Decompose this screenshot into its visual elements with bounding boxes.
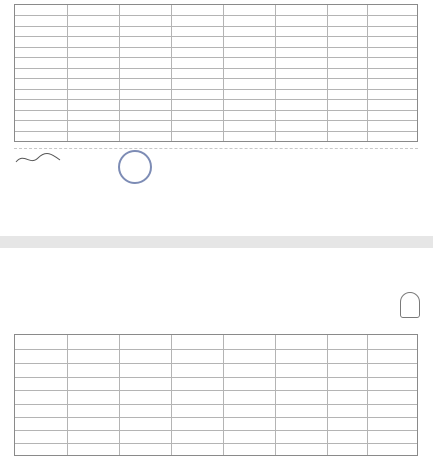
document-page-bottom	[0, 248, 433, 470]
page-separator	[0, 236, 433, 248]
exam-schedule-table	[14, 4, 418, 142]
signature	[14, 150, 62, 168]
official-stamp	[118, 150, 152, 184]
exam-schedule-table-2	[14, 334, 418, 456]
notes-block	[14, 148, 418, 149]
ministry-emblem-icon	[400, 292, 420, 318]
